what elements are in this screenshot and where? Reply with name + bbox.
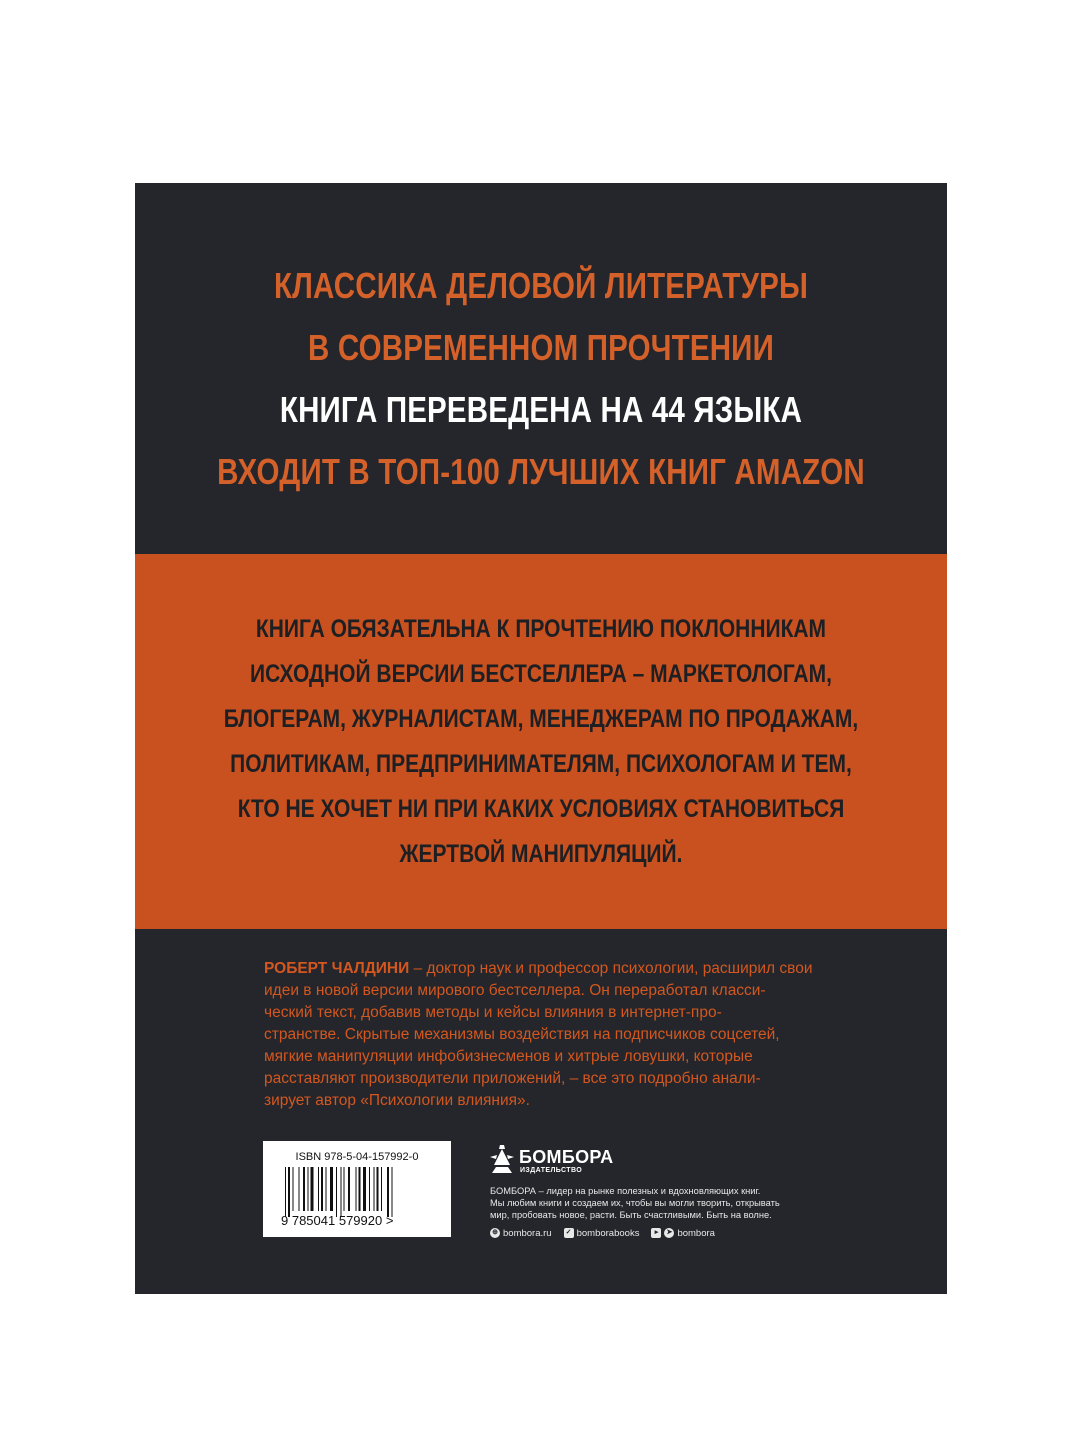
barcode-bar — [374, 1167, 375, 1211]
barcode-bar — [293, 1167, 294, 1211]
publisher-name: БОМБОРА — [519, 1147, 614, 1167]
isbn-label: ISBN 978-5-04-157992-0 — [295, 1151, 419, 1163]
headline-amazon-top: ВХОДИТ В ТОП-100 ЛУЧШИХ КНИГ AMAZON — [217, 451, 865, 492]
bio-line: мягкие манипуляции инфобизнесменов и хитрые ловушки, которые — [264, 1048, 753, 1065]
band-line: ЖЕРТВОЙ МАНИПУЛЯЦИЙ. — [399, 840, 683, 868]
barcode-bar — [303, 1167, 305, 1211]
bio-text: – доктор наук и профессор психологии, расширил свои — [409, 960, 813, 977]
barcode-bar — [348, 1167, 350, 1211]
band-line: ПОЛИТИКАМ, ПРЕДПРИНИМАТЕЛЯМ, ПСИХОЛОГАМ И ТЕМ, — [230, 750, 852, 778]
youtube-icon: ▸ — [651, 1228, 661, 1238]
social-label: bomborabooks — [576, 1227, 640, 1239]
barcode-bar — [321, 1167, 323, 1211]
band-line: КНИГА ОБЯЗАТЕЛЬНА К ПРОЧТЕНИЮ ПОКЛОННИКАМ — [255, 615, 827, 643]
social-label: bombora — [677, 1227, 715, 1239]
vk-icon: ✓ — [564, 1228, 574, 1238]
author-bio — [264, 958, 830, 1112]
publisher-description-line: Мы любим книги и создаем их, чтобы вы могли творить, открывать — [490, 1197, 780, 1208]
social-link-vk — [564, 1228, 640, 1239]
social-link-youtube-telegram — [651, 1228, 715, 1239]
barcode-bar — [285, 1167, 286, 1217]
barcode-bar — [344, 1167, 345, 1211]
barcode-digits: 9 785041 579920 > — [281, 1213, 394, 1228]
barcode-bar — [387, 1167, 389, 1217]
barcode-bar — [311, 1167, 314, 1211]
barcode-icon — [285, 1167, 425, 1217]
bombora-logo-icon — [488, 1143, 516, 1177]
headline-translated: КНИГА ПЕРЕВЕДЕНА НА 44 ЯЗЫКА — [279, 389, 803, 430]
publisher-description — [490, 1186, 810, 1221]
social-label: bombora.ru — [503, 1227, 552, 1239]
barcode-bar — [318, 1167, 319, 1211]
bio-line: ческий текст, добавив методы и кейсы влияния в интернет-про- — [264, 1004, 722, 1021]
globe-icon: ⊕ — [490, 1228, 500, 1238]
publisher-description-line: мир, пробовать новое, расти. Быть счастливыми. Быть на волне. — [490, 1209, 772, 1220]
bio-line: зирует автор «Психологии влияния». — [264, 1092, 530, 1109]
band-line: БЛОГЕРАМ, ЖУРНАЛИСТАМ, МЕНЕДЖЕРАМ ПО ПРОДАЖАМ, — [223, 705, 859, 733]
isbn-barcode — [263, 1141, 451, 1237]
barcode-bar — [330, 1167, 333, 1211]
publisher-description-line: БОМБОРА – лидер на рынке полезных и вдохновляющих книг. — [490, 1186, 761, 1196]
barcode-bar — [356, 1167, 357, 1211]
headline-block — [135, 183, 947, 554]
telegram-icon: ➤ — [664, 1228, 674, 1238]
barcode-bar — [336, 1167, 337, 1217]
barcode-bar — [392, 1167, 393, 1217]
barcode-bar — [341, 1167, 342, 1217]
bio-line: идеи в новой версии мирового бестселлера. Он переработал класси- — [264, 982, 766, 999]
orange-band — [135, 554, 947, 929]
barcode-bar — [308, 1167, 309, 1211]
author-name: РОБЕРТ ЧАЛДИНИ — [264, 960, 410, 977]
barcode-bar — [288, 1167, 290, 1217]
headline-modern-reading: В СОВРЕМЕННОМ ПРОЧТЕНИИ — [308, 327, 774, 368]
barcode-bar — [369, 1167, 370, 1211]
publisher-subtitle: ИЗДАТЕЛЬСТВО — [520, 1167, 583, 1174]
barcode-bar — [377, 1167, 379, 1211]
barcode-bar — [326, 1167, 327, 1211]
bio-first-line — [264, 958, 830, 980]
headline-classic: КЛАССИКА ДЕЛОВОЙ ЛИТЕРАТУРЫ — [273, 265, 809, 306]
publisher-social-links — [490, 1226, 715, 1240]
band-line: КТО НЕ ХОЧЕТ НИ ПРИ КАКИХ УСЛОВИЯХ СТАНОВИТЬСЯ — [237, 795, 845, 823]
barcode-bar — [363, 1167, 366, 1211]
barcode-bar — [359, 1167, 361, 1211]
barcode-bar — [299, 1167, 300, 1211]
bio-line: странстве. Скрытые механизмы воздействия на подписчиков соцсетей, — [264, 1026, 780, 1043]
band-line: ИСХОДНОЙ ВЕРСИИ БЕСТСЕЛЛЕРА – МАРКЕТОЛОГАМ, — [250, 660, 832, 688]
barcode-bar — [381, 1167, 382, 1211]
bio-line: расставляют производители приложений, – все это подробно анали- — [264, 1070, 761, 1087]
social-link-site — [490, 1228, 552, 1239]
book-back-cover — [135, 183, 947, 1294]
